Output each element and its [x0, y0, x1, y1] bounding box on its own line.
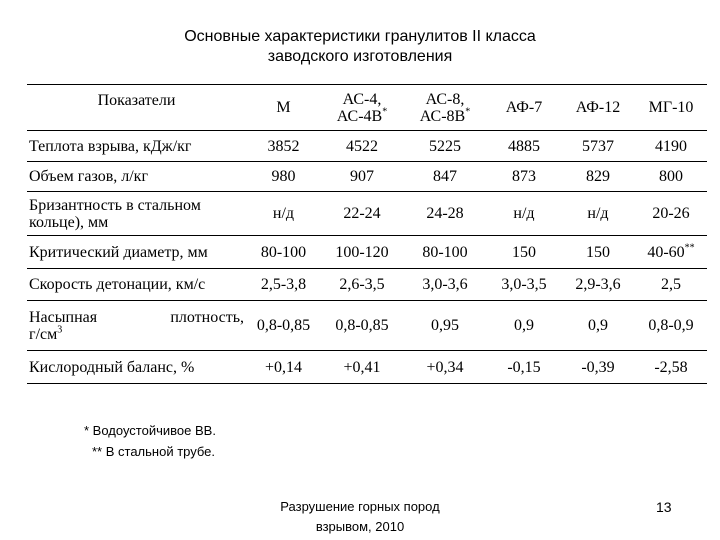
row-label-line2: кольце), мм — [29, 213, 109, 231]
row-label-line2: г/см — [29, 325, 58, 343]
table-cell: 150 — [487, 236, 561, 269]
footnote-mark: * — [382, 106, 388, 118]
row-label-line1: Бризантность в стальном — [29, 196, 201, 214]
header-col-mg10 — [635, 85, 707, 131]
row-label-superscript: 3 — [57, 324, 63, 336]
table-cell: 847 — [403, 162, 487, 192]
footer-line-2: взрывом, 2010 — [315, 519, 405, 534]
footnotes — [84, 420, 216, 462]
page-number: 13 — [656, 499, 672, 515]
table-cell: -0,15 — [487, 351, 561, 384]
header-label: Показатели — [97, 92, 176, 109]
table-cell: 2,9-3,6 — [561, 269, 635, 301]
header-col-af12-text: АФ-12 — [575, 99, 621, 116]
table-cell: 0,8-0,9 — [635, 301, 707, 351]
table-cell: 0,9 — [487, 301, 561, 351]
table-row — [27, 269, 707, 301]
row-label: Кислородный баланс, % — [27, 351, 246, 384]
characteristics-table — [27, 84, 707, 384]
table-cell — [635, 236, 707, 269]
footnote-mark: * — [465, 106, 471, 118]
header-col-af7 — [487, 85, 561, 131]
table-cell: 5225 — [403, 131, 487, 162]
table-cell: 4885 — [487, 131, 561, 162]
table-cell: 3,0-3,5 — [487, 269, 561, 301]
table-cell: н/д — [246, 192, 321, 236]
table-cell: 20-26 — [635, 192, 707, 236]
table-header-row — [27, 85, 707, 131]
footnote-1: * Водоустойчивое ВВ. — [84, 423, 216, 438]
header-col-af12 — [561, 85, 635, 131]
table-cell: 907 — [321, 162, 403, 192]
row-label: Скорость детонации, км/с — [27, 269, 246, 301]
header-col-as4-line1: АС-4, — [342, 90, 382, 108]
row-label — [27, 301, 246, 351]
row-label-line1: Насыпная плотность, — [29, 308, 244, 326]
row-label — [27, 192, 246, 236]
table-cell: +0,14 — [246, 351, 321, 384]
header-col-mg10-text: МГ-10 — [648, 99, 694, 116]
table-cell: 100-120 — [321, 236, 403, 269]
header-label-cell — [27, 85, 246, 131]
title-line-1: Основные характеристики гранулитов II класса — [184, 28, 536, 45]
table-row — [27, 131, 707, 162]
header-col-af7-text: АФ-7 — [505, 99, 543, 116]
table-cell: 2,5 — [635, 269, 707, 301]
table-cell: -0,39 — [561, 351, 635, 384]
table-cell: 4522 — [321, 131, 403, 162]
header-col-m — [246, 85, 321, 131]
table-cell: 24-28 — [403, 192, 487, 236]
table-cell: 80-100 — [246, 236, 321, 269]
table-cell: 800 — [635, 162, 707, 192]
table-cell: +0,41 — [321, 351, 403, 384]
table-cell: 22-24 — [321, 192, 403, 236]
table-row — [27, 351, 707, 384]
table-cell: 5737 — [561, 131, 635, 162]
table-cell: 0,8-0,85 — [246, 301, 321, 351]
table-cell: 80-100 — [403, 236, 487, 269]
table-row — [27, 236, 707, 269]
table-cell: 873 — [487, 162, 561, 192]
row-label: Объем газов, л/кг — [27, 162, 246, 192]
footer-line-1: Разрушение горных пород — [280, 499, 440, 514]
table-cell-value: 40-60 — [647, 243, 685, 261]
header-col-as8-line2: АС-8В — [419, 107, 466, 125]
header-col-m-text: М — [276, 99, 291, 116]
table-cell: 3852 — [246, 131, 321, 162]
table-cell: -2,58 — [635, 351, 707, 384]
document-title — [0, 27, 720, 67]
table-cell: н/д — [561, 192, 635, 236]
table-cell: 150 — [561, 236, 635, 269]
table-cell: 980 — [246, 162, 321, 192]
table-cell: 4190 — [635, 131, 707, 162]
table-row — [27, 192, 707, 236]
title-line-2: заводского изготовления — [267, 48, 453, 65]
footnote-mark: ** — [684, 242, 695, 254]
table-row — [27, 162, 707, 192]
table-cell: 3,0-3,6 — [403, 269, 487, 301]
table-cell: 0,9 — [561, 301, 635, 351]
header-col-as8-line1: АС-8, — [425, 90, 465, 108]
table-cell: 0,95 — [403, 301, 487, 351]
table-cell: +0,34 — [403, 351, 487, 384]
table-row — [27, 301, 707, 351]
header-col-as8 — [403, 85, 487, 131]
table-cell: 829 — [561, 162, 635, 192]
table-cell: н/д — [487, 192, 561, 236]
table-cell: 0,8-0,85 — [321, 301, 403, 351]
header-col-as4-line2: АС-4В — [336, 107, 383, 125]
row-label: Критический диаметр, мм — [27, 236, 246, 269]
row-label: Теплота взрыва, кДж/кг — [27, 131, 246, 162]
page-footer — [240, 497, 480, 537]
header-col-as4 — [321, 85, 403, 131]
footnote-2: ** В стальной трубе. — [92, 444, 216, 459]
table-cell: 2,6-3,5 — [321, 269, 403, 301]
table-cell: 2,5-3,8 — [246, 269, 321, 301]
